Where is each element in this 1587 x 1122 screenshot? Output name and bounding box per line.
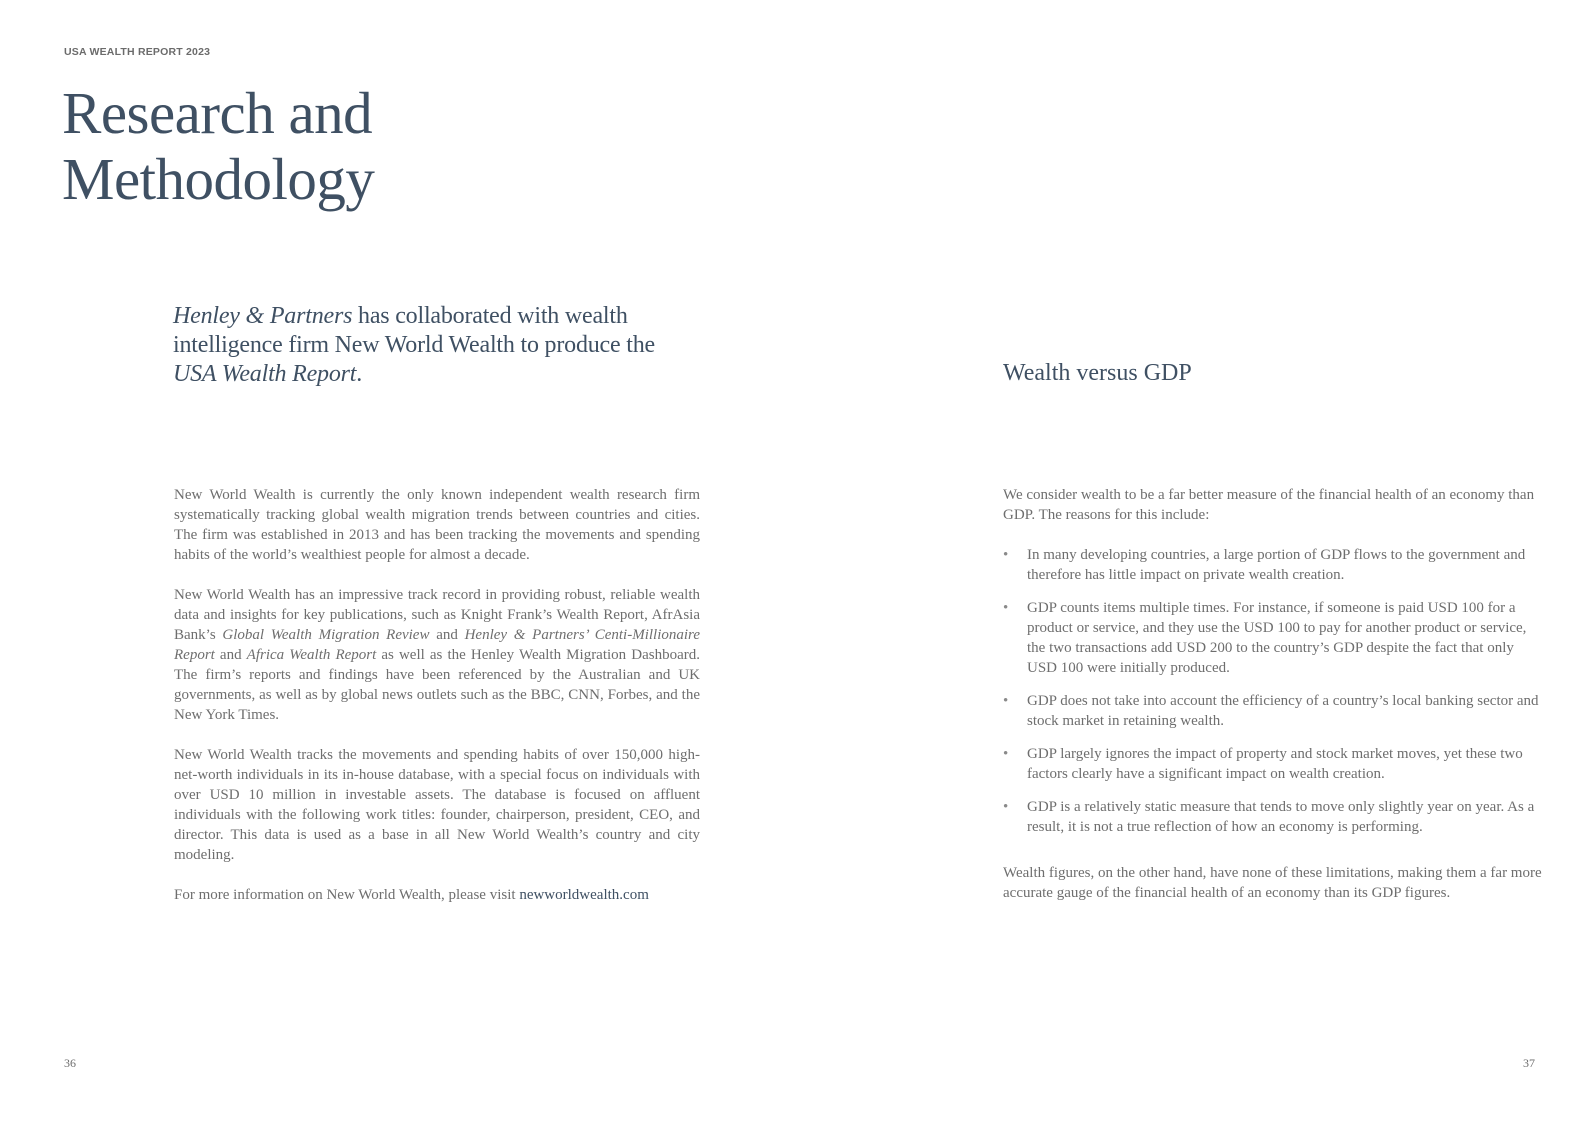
list-item	[1003, 691, 1543, 731]
list-item-text: GDP largely ignores the impact of property and stock market moves, yet these two factors clearly have a significant impact on wealth creation.	[1027, 746, 1523, 782]
paragraph-firm-overview: New World Wealth is currently the only known independent wealth research firm systematically tracking global wealth migration trends between countries and cities. The firm was established in 2013 and has been tracking the movements and spending habits of the world’s wealthiest people for almost a decade.	[174, 487, 700, 563]
list-item-text: In many developing countries, a large portion of GDP flows to the government and therefore has little impact on private wealth creation.	[1027, 547, 1526, 583]
track-record-text-3: and	[214, 647, 247, 663]
page-number-right: 37	[1523, 1056, 1535, 1070]
track-record-text-4: as well as the Henley Wealth Migration Dashboard. The firm’s reports and findings have been referenced by the Australian and UK governments, as well as by global news outlets such as the BBC, CNN, Forbes, and the New York Times.	[174, 647, 700, 723]
gdp-reasons-list	[1003, 545, 1543, 837]
running-head: USA WEALTH REPORT 2023	[64, 46, 211, 58]
more-info-text: For more information on New World Wealth, please visit	[174, 887, 520, 903]
list-item	[1003, 545, 1543, 585]
list-item	[1003, 797, 1543, 837]
list-item	[1003, 744, 1543, 784]
track-record-text-1: New World Wealth has an impressive track record in providing robust, reliable wealth data and insights for key publications, such as Knight Frank’s Wealth Report, AfrAsia Bank’s	[174, 587, 700, 643]
intro-italic-report: USA Wealth Report	[173, 361, 357, 387]
list-item-text: GDP does not take into account the efficiency of a country’s local banking sector and stock market in retaining wealth.	[1027, 693, 1539, 729]
page-title	[62, 80, 582, 212]
left-body-column	[174, 485, 700, 925]
gdp-intro-paragraph: We consider wealth to be a far better measure of the financial health of an economy than GDP. The reasons for this include:	[1003, 487, 1535, 523]
paragraph-track-record	[174, 585, 700, 725]
intro-italic-firm: Henley & Partners	[173, 303, 353, 329]
bullet-icon: •	[1003, 547, 1009, 563]
bullet-icon: •	[1003, 693, 1009, 709]
page-number-left: 36	[64, 1056, 76, 1070]
list-item	[1003, 598, 1543, 678]
right-body-column	[1003, 485, 1543, 903]
page-title-line-1: Research and	[62, 80, 373, 146]
intro-statement	[173, 302, 673, 389]
section-heading-wealth-vs-gdp: Wealth versus GDP	[1003, 360, 1192, 386]
page-title-line-2: Methodology	[62, 146, 375, 212]
track-record-italic-2: Henley & Partners’ Centi-Millionaire Report	[174, 627, 700, 663]
list-item-text: GDP is a relatively static measure that tends to move only slightly year on year. As a result, it is not a true reflection of how an economy is performing.	[1027, 799, 1535, 835]
bullet-icon: •	[1003, 746, 1009, 762]
paragraph-database: New World Wealth tracks the movements and spending habits of over 150,000 high-net-worth individuals in its in-house database, with a special focus on individuals with over USD 10 million in investable assets. The database is focused on affluent individuals with the following work titles: founder, chairperson, president, CEO, and director. This data is used as a base in all New World Wealth’s country and city modeling.	[174, 747, 700, 863]
intro-text: has collaborated with wealth intelligence firm New World Wealth to produce the	[173, 303, 655, 358]
website-link[interactable]: newworldwealth.com	[519, 887, 649, 903]
gdp-closing-paragraph: Wealth figures, on the other hand, have none of these limitations, making them a far more accurate gauge of the financial health of an economy than its GDP figures.	[1003, 865, 1542, 901]
track-record-italic-3: Africa Wealth Report	[246, 647, 377, 663]
track-record-italic-1: Global Wealth Migration Review	[222, 627, 430, 643]
bullet-icon: •	[1003, 600, 1009, 616]
list-item-text: GDP counts items multiple times. For instance, if someone is paid USD 100 for a product or service, and they use the USD 100 to pay for another product or service, the two transactions add USD 200 to the country’s GDP despite the fact that only USD 100 were initially produced.	[1027, 600, 1527, 676]
intro-end: .	[356, 361, 363, 387]
paragraph-more-info	[174, 885, 700, 905]
bullet-icon: •	[1003, 799, 1009, 815]
track-record-text-2: and	[429, 627, 465, 643]
